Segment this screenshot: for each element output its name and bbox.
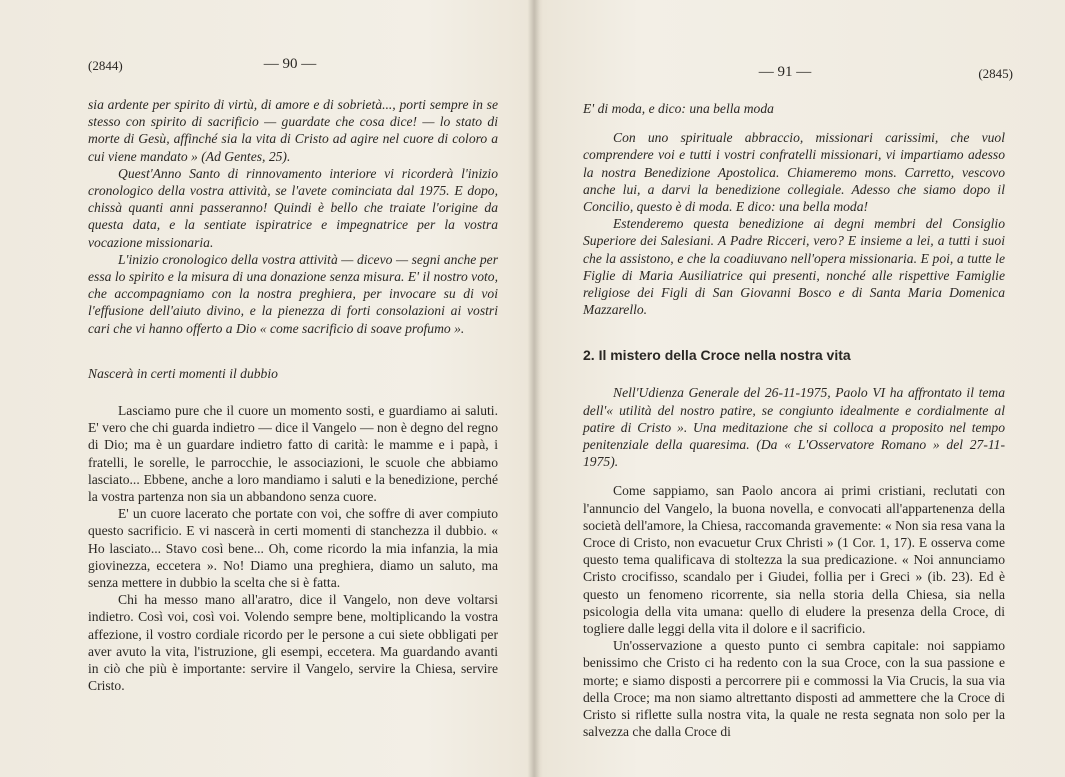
- paragraph: L'inizio cronologico della vostra attività — dicevo — segni anche per essa lo spirito e la misura di una donazione senza misura. E' il nostro voto, che accompagniamo con la nostra preghiera, per invocare su di voi l'effusione dell'aiuto divino, e la pienezza di forti consolazioni ai vostri cari che vi hanno offerto a Dio « come sacrificio di soave profumo ».: [88, 251, 498, 336]
- paragraph: Chi ha messo mano all'aratro, dice il Vangelo, non deve voltarsi indietro. Così voi, così voi. Volendo sempre bene, moltiplicando la vostra affezione, il vostro cordiale ricordo per le persone a cui siete obbligati per aver avuto la vita, l'istruzione, gli esempi, eccetera. Ma guardando avanti in ciò che più è importante: servire il Vangelo, servire la Chiesa, servire Cristo.: [88, 592, 498, 694]
- right-page-ref: (2845): [978, 66, 1013, 81]
- paragraph: Come sappiamo, san Paolo ancora ai primi cristiani, reclutati con l'annuncio del Vangelo, la buona novella, e convocati all'appartenenza della società dell'amore, la Chiesa, raccomanda gravemente: « Non sia resa vana la Croce di Cristo, non evacuetur Crux Christi » (1 Cor. 1, 17). E osserva come questo tema qualificava di stoltezza la sua predicazione. « Noi annunciamo Cristo crocifisso, scandalo per i Giudei, follia per i Greci » (ib. 23). Ed è questo un fenomeno ricorrente, sia nella storia della Chiesa, sia nella psicologia della vita umana: quello di eludere la presenza della Croce, di togliere dalle leggi della vita il dolore e il sacrificio.: [583, 483, 1005, 637]
- left-page-body: [88, 96, 498, 695]
- right-page-number: — 91 —: [758, 64, 812, 80]
- right-page-body: [583, 100, 1005, 741]
- paragraph: Un'osservazione a questo punto ci sembra capitale: noi sappiamo benissimo che Cristo ci ha redento con la sua Croce, con la sua passione e morte; e siamo disposti a percorrere pii e commossi la Via Crucis, la sua via della Croce; ma non siamo altrettanto disposti ad ammettere che la Croce di Cristo si riflette sulla nostra vita, la quale ne resta segnata non solo per la salvezza che dalla Croce di: [583, 638, 1005, 740]
- left-page-number: — 90 —: [263, 56, 317, 72]
- subheading: E' di moda, e dico: una bella moda: [583, 101, 774, 116]
- section-intro: Nell'Udienza Generale del 26-11-1975, Paolo VI ha affrontato il tema dell'« utilità del nostro patire, se congiunto idealmente e cordialmente al patire di Cristo ». Una meditazione che si colloca a proposito nel tempo penitenziale della quaresima. (Da « L'Osservatore Romano » del 27-11-1975).: [583, 385, 1005, 470]
- paragraph: E' un cuore lacerato che portate con voi, che soffre di aver compiuto questo sacrificio. E vi nascerà in certi momenti di stanchezza il dubbio. « Ho lasciato... Stavo così bene... Oh, come ricordo la mia infanzia, la mia giovinezza, eccetera ». No! Diamo una preghiera, diamo un saluto, ma senza mettere in dubbio la scelta che si è fatta.: [88, 506, 498, 591]
- paragraph: sia ardente per spirito di virtù, di amore e di sobrietà..., porti sempre in se stesso con spirito di sacrificio — guardate che cosa dice! — lo stato di morte di Gesù, affinché sia la vita di Cristo ad agire nel cuore di coloro a cui viene mandato » (Ad Gentes, 25).: [88, 97, 498, 164]
- left-page-ref: (2844): [88, 58, 123, 73]
- paragraph: Con uno spirituale abbraccio, missionari carissimi, che vuol comprendere voi e tutti i vostri confratelli missionari, vi impartiamo adesso la nostra Benedizione Apostolica. Chiameremo mons. Carretto, vescovo anche lui, a darvi la benedizione collegiale. Adesso che siamo dopo il Concilio, questo è di moda. E dico: una bella moda!: [583, 130, 1005, 215]
- paragraph: Lasciamo pure che il cuore un momento sosti, e guardiamo ai saluti. E' vero che chi guarda indietro — dice il Vangelo — non è degno del regno di Dio; ma è un guardare indietro fatto di carità: le mamme e i papà, i fratelli, le sorelle, le parrocchie, le associazioni, le scuole che abbiamo lasciato... Ebbene, anche a loro mandiamo i saluti e la benedizione, perché la vostra partenza non sia un abbandono senza cuore.: [88, 403, 498, 505]
- section-title: 2. Il mistero della Croce nella nostra vita: [583, 347, 851, 364]
- right-page: [535, 0, 1065, 777]
- subheading: Nascerà in certi momenti il dubbio: [88, 365, 278, 381]
- left-page: [0, 0, 530, 777]
- paragraph: Estenderemo questa benedizione ai degni membri del Consiglio Superiore dei Salesiani. A Padre Ricceri, vero? E insieme a lei, a tutti i suoi che la assistono, e che la coadiuvano nell'opera missionaria. E poi, a tutte le Figlie di Maria Ausiliatrice qui presenti, nonché alle rispettive Famiglie religiose dei Figli di San Giovanni Bosco e di Santa Maria Domenica Mazzarello.: [583, 216, 1005, 318]
- paragraph: Quest'Anno Santo di rinnovamento interiore vi ricorderà l'inizio cronologico della vostra attività, se l'avete cominciata dal 1975. E dopo, chissà quanti anni passeranno! Quindi è bello che traiate l'origine da questa data, e la sentiate ispiratrice e impegnatrice per la vostra vocazione missionaria.: [88, 165, 498, 250]
